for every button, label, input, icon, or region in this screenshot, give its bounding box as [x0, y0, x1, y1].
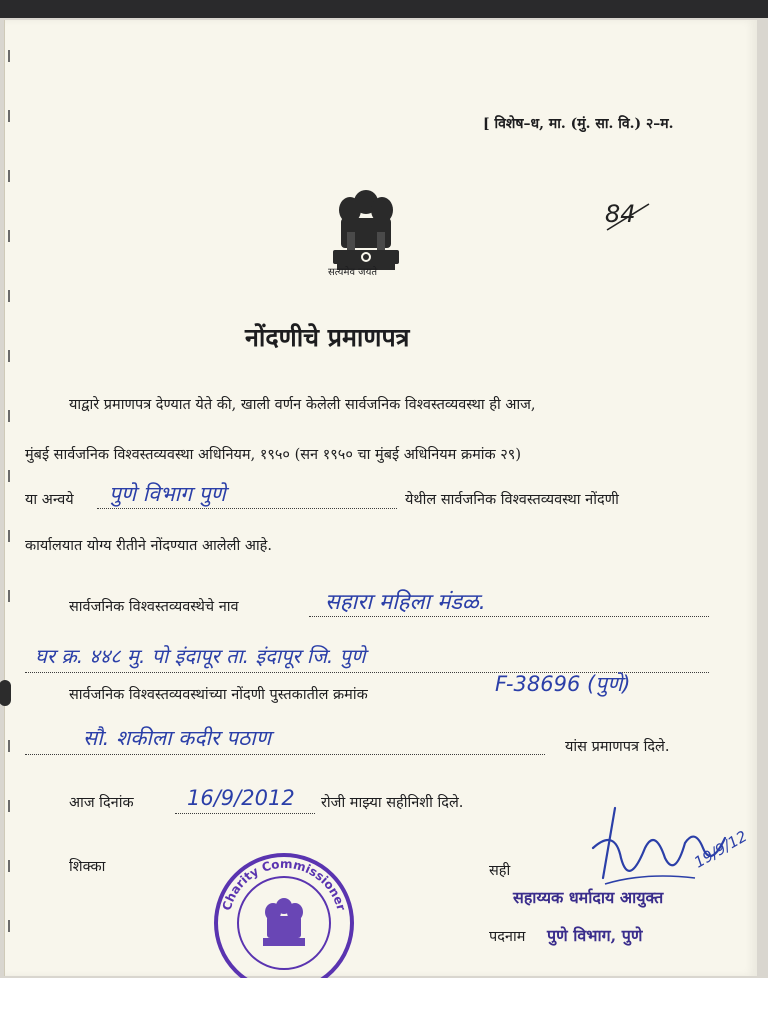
handwritten-recipient-name: सौ. शकीला कदीर पठाण	[83, 726, 271, 750]
handwritten-trust-name: सहारा महिला मंडळ.	[325, 590, 486, 615]
certificate-title: नोंदणीचे प्रमाणपत्र	[245, 323, 410, 352]
designation-label: पदनाम	[489, 929, 526, 945]
form-code: [ विशेष–ध, मा. (मुं. सा. वि.) २–म.	[483, 116, 674, 132]
signature-label: सही	[489, 863, 511, 879]
page-number: 84	[605, 200, 636, 228]
perforation-mark	[8, 350, 10, 362]
dotted-line	[175, 813, 315, 814]
official-seal	[211, 850, 357, 996]
punch-hole	[0, 680, 11, 706]
stamp-title: सहाय्यक धर्मादाय आयुक्त	[513, 888, 664, 907]
perforation-mark	[8, 410, 10, 422]
trust-name-label: सार्वजनिक विश्वस्तव्यवस्थेचे नाव	[69, 599, 239, 615]
handwritten-register-number: F-38696 (पुणे)	[495, 672, 631, 696]
perforation-mark	[8, 740, 10, 752]
perforation-mark	[8, 530, 10, 542]
body-line-1: याद्वारे प्रमाणपत्र देण्यात येते की, खाली वर्णन केलेली सार्वजनिक विश्वस्तव्यवस्था ही आज,	[69, 397, 536, 413]
recipient-suffix: यांस प्रमाणपत्र दिले.	[565, 739, 670, 755]
top-dark-edge	[0, 0, 768, 18]
perforation-mark	[8, 860, 10, 872]
perforation-mark	[8, 290, 10, 302]
date-suffix: रोजी माझ्या सहीनिशी दिले.	[321, 795, 464, 811]
handwritten-division: पुणे विभाग पुणे	[109, 482, 226, 506]
strike-through-mark	[603, 200, 653, 236]
certificate-paper	[4, 20, 757, 976]
perforation-mark	[8, 470, 10, 482]
seal-text: Charity Commissioner	[219, 856, 349, 913]
handwritten-address: घर क्र. ४४८ मु. पो इंदापूर ता. इंदापूर जि. पुणे	[35, 644, 366, 668]
date-prefix: आज दिनांक	[69, 795, 134, 811]
national-emblem-icon	[323, 180, 409, 300]
perforation-mark	[8, 170, 10, 182]
bottom-white-margin	[0, 978, 768, 1024]
seal-label: शिक्का	[69, 859, 106, 875]
body-line-3-prefix: या अन्वये	[25, 492, 74, 508]
handwritten-signature-date: 19/9/12	[691, 827, 751, 872]
perforation-mark	[8, 590, 10, 602]
stamp-office: पुणे विभाग, पुणे	[547, 926, 643, 945]
body-line-2: मुंबई सार्वजनिक विश्वस्तव्यवस्था अधिनियम, १९५० (सन १९५० चा मुंबई अधिनियम क्रमांक २९)	[25, 447, 522, 463]
dotted-line	[309, 616, 709, 617]
dotted-line	[25, 754, 545, 755]
dotted-line	[97, 508, 397, 509]
handwritten-date: 16/9/2012	[187, 786, 295, 810]
perforation-mark	[8, 800, 10, 812]
register-number-label: सार्वजनिक विश्वस्तव्यवस्थांच्या नोंदणी पुस्तकातील क्रमांक	[69, 687, 368, 703]
perforation-mark	[8, 920, 10, 932]
body-line-4: कार्यालयात योग्य रीतीने नोंदण्यात आलेली आहे.	[25, 538, 272, 554]
emblem-motto: सत्यमेव जयते	[328, 267, 378, 278]
perforation-mark	[8, 230, 10, 242]
body-line-3-suffix: येथील सार्वजनिक विश्वस्तव्यवस्था नोंदणी	[405, 492, 619, 508]
perforation-mark	[8, 110, 10, 122]
perforation-mark	[8, 50, 10, 62]
